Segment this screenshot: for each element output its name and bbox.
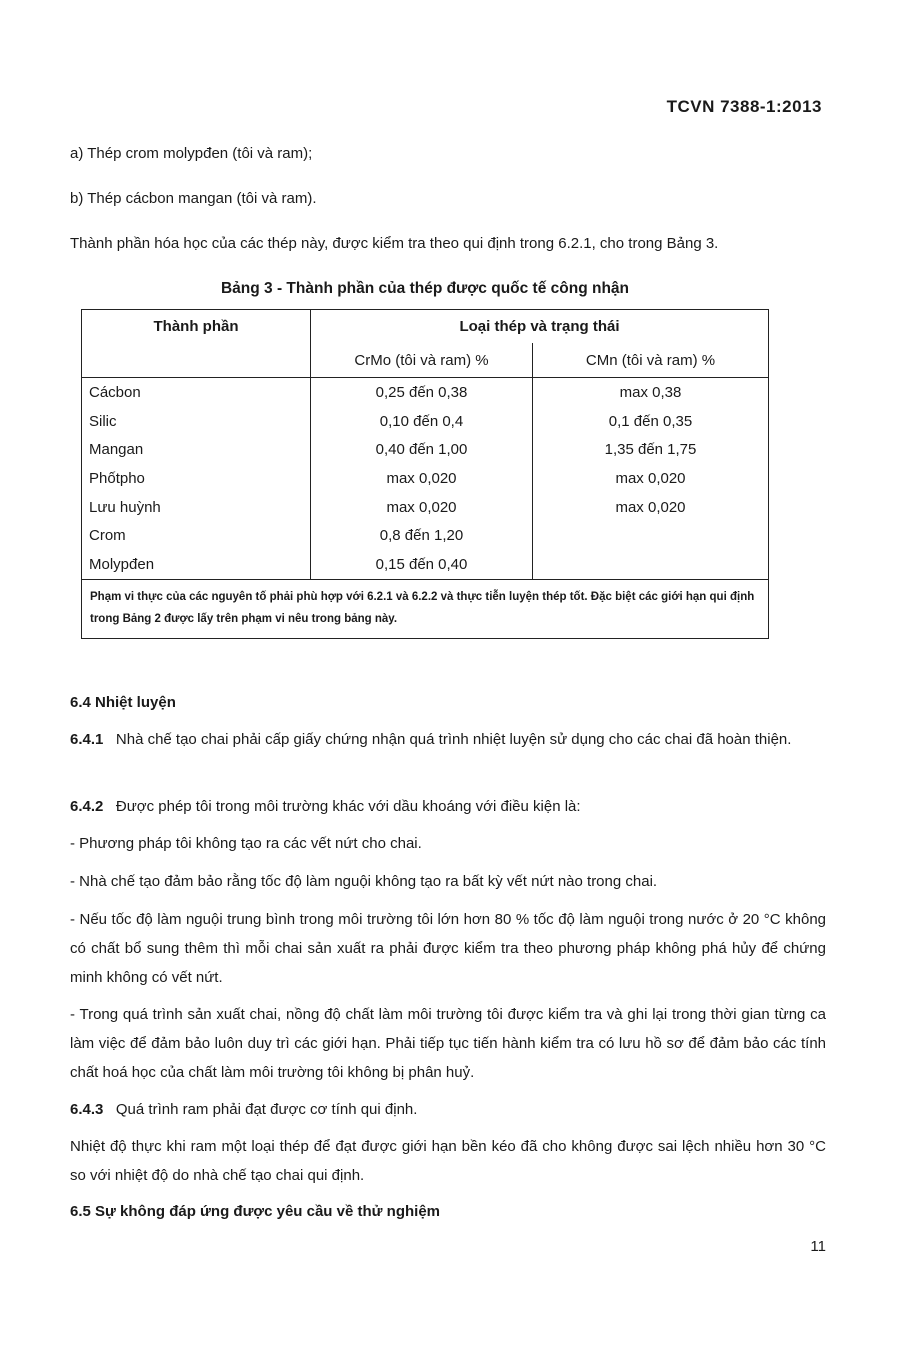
cell-cmn (533, 521, 769, 550)
list-item-a: a) Thép crom molypđen (tôi và ram); (70, 145, 313, 162)
cell-crmo: 0,25 đến 0,38 (311, 378, 533, 407)
table-row (82, 493, 769, 522)
cell-cmn: 1,35 đến 1,75 (604, 441, 697, 459)
tempering-paragraph: Nhiệt độ thực khi ram một loại thép để đạt được giới hạn bền kéo đã cho không được sai lệch nhiều hơn 30 °C so với nhiệt độ do nhà chế tạo chai qui định. (70, 1138, 826, 1184)
clause-number: 6.4.2 (70, 798, 104, 815)
cell-component: Silic (82, 407, 311, 436)
clause-text: Nhà chế tạo chai phải cấp giấy chứng nhận quá trình nhiệt luyện sử dụng cho các chai đã hoàn thiện. (115, 731, 792, 748)
clause-number: 6.4.3 (70, 1101, 104, 1118)
section-6-5-heading: 6.5 Sự không đáp ứng được yêu cầu về thử nghiệm (70, 1203, 441, 1220)
cell-cmn: max 0,020 (615, 498, 686, 516)
cell-cmn: max 0,020 (615, 469, 686, 487)
list-item-b: b) Thép cácbon mangan (tôi và ram). (70, 190, 317, 207)
header-steel-type: Loại thép và trạng thái (459, 318, 620, 335)
cell-crmo: 0,15 đến 0,40 (311, 550, 533, 579)
section-6-4-heading: 6.4 Nhiệt luyện (70, 694, 176, 711)
clause-text: Được phép tôi trong môi trường khác với dầu khoáng với điều kiện là: (115, 798, 581, 815)
header-cmn: CMn (tôi và ram) % (533, 343, 769, 378)
document-code: TCVN 7388-1:2013 (666, 97, 822, 116)
cell-component: Molypđen (82, 550, 311, 579)
cell-component: Lưu huỳnh (82, 493, 311, 522)
bullet-item: - Phương pháp tôi không tạo ra các vết nứt cho chai. (70, 835, 422, 852)
cell-crmo: 0,8 đến 1,20 (311, 521, 533, 550)
table-note: Phạm vi thực của các nguyên tố phải phù hợp với 6.2.1 và 6.2.2 và thực tiễn luyện thép tốt. Đặc biệt các giới hạn qui định trong Bảng 2 được lấy trên phạm vi nêu trong bảng này. (82, 579, 769, 638)
intro-paragraph: Thành phần hóa học của các thép này, được kiểm tra theo qui định trong 6.2.1, cho trong Bảng 3. (70, 235, 719, 252)
cell-crmo: 0,10 đến 0,4 (311, 407, 533, 436)
clause-number: 6.4.1 (70, 731, 104, 748)
cell-component: Phốtpho (82, 464, 311, 493)
steel-composition-table (81, 309, 769, 639)
cell-crmo: 0,40 đến 1,00 (311, 435, 533, 464)
table-row (82, 435, 769, 464)
header-crmo: CrMo (tôi và ram) % (311, 343, 533, 378)
cell-cmn: max 0,38 (619, 383, 682, 401)
clause-6-4-2 (70, 797, 581, 817)
clause-6-4-3 (70, 1100, 417, 1120)
cell-crmo: max 0,020 (311, 493, 533, 522)
clause-6-4-1 (70, 725, 826, 754)
bullet-item: - Trong quá trình sản xuất chai, nồng độ chất làm môi trường tôi được kiểm tra và ghi lại trong thời gian từng ca làm việc để đảm bảo luôn duy trì các giới hạn. Phải tiếp tục tiến hành kiểm tra có lưu hồ sơ để đảm bảo các tính chất hoá học của chất làm môi trường tôi không bị phân huỷ. (70, 1006, 826, 1081)
cell-component: Cácbon (82, 378, 311, 407)
header-component: Thành phần (82, 310, 311, 378)
cell-crmo: max 0,020 (311, 464, 533, 493)
bullet-item: - Nhà chế tạo đảm bảo rằng tốc độ làm nguội không tạo ra bất kỳ vết nứt nào trong chai. (70, 873, 658, 890)
bullet-item: - Nếu tốc độ làm nguội trung bình trong môi trường tôi lớn hơn 80 % tốc độ làm nguội trong nước ở 20 °C không có chất bổ sung thêm thì mỗi chai sản xuất ra phải được kiểm tra theo phương pháp không phá hủy để chứng minh không có vết nứt. (70, 911, 826, 986)
table-row (82, 521, 769, 550)
table-row (82, 550, 769, 579)
table-row (82, 407, 769, 436)
cell-cmn (533, 550, 769, 579)
cell-component: Crom (82, 521, 311, 550)
cell-component: Mangan (82, 435, 311, 464)
clause-text: Quá trình ram phải đạt được cơ tính qui định. (115, 1101, 418, 1118)
table-row (82, 464, 769, 493)
page-number: 11 (810, 1238, 826, 1255)
cell-cmn: 0,1 đến 0,35 (608, 412, 693, 430)
table-row (82, 378, 769, 407)
table-caption: Bảng 3 - Thành phần của thép được quốc tế công nhận (220, 280, 630, 297)
